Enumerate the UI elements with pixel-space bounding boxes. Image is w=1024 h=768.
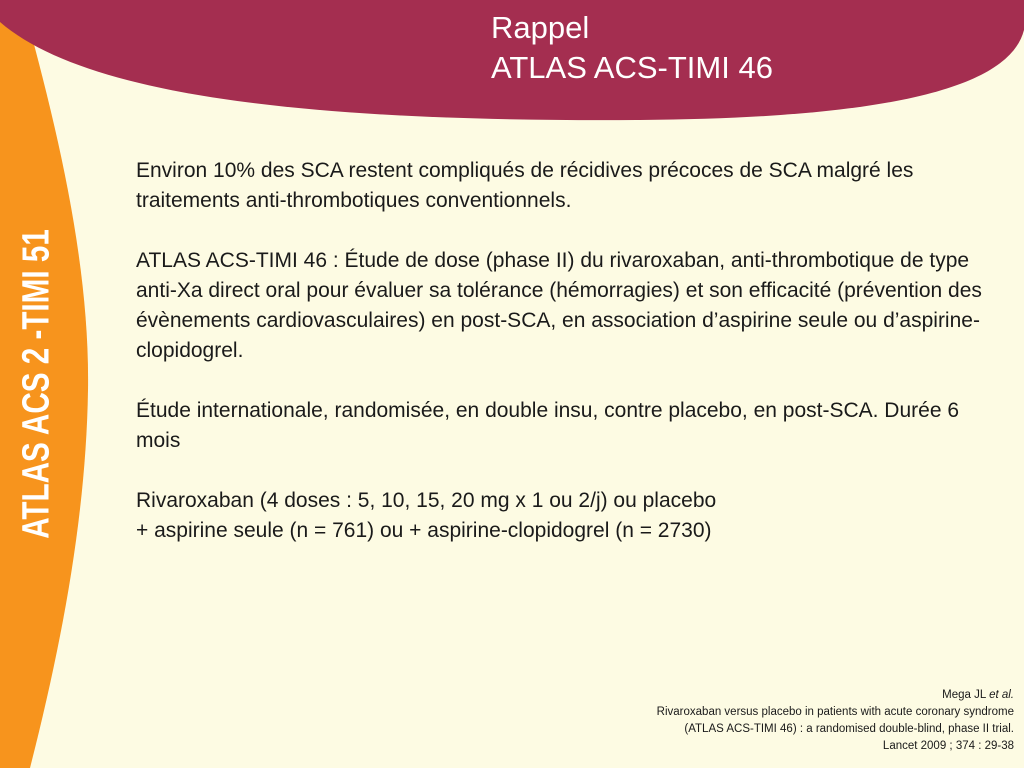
citation-title: Rivaroxaban versus placebo in patients with acute coronary syndrome [656,706,1014,718]
title-line-1: Rappel [491,10,590,45]
reference-citation [657,687,1014,755]
paragraph-study-description: ATLAS ACS-TIMI 46 : Étude de dose (phase II) du rivaroxaban, anti-thrombotique de type anti-Xa direct oral pour évaluer sa tolérance (hémorragies) et son efficacité (prévention des évènements cardiovasculaires) en post-SCA, en association d’aspirine seule ou d’aspirine-clopidogrel. [136,249,982,362]
paragraph-study-design: Étude internationale, randomisée, en double insu, contre placebo, en post-SCA. Durée 6 mois [136,399,960,452]
citation-journal: Lancet 2009 ; 374 : 29-38 [882,740,1014,752]
slide-title [491,8,773,88]
citation-author: Mega JL et al. [942,689,1014,701]
paragraph-treatment-arms: Rivaroxaban (4 doses : 5, 10, 15, 20 mg x 1 ou 2/j) ou placebo + aspirine seule (n = 761) ou + aspirine-clopidogrel (n = 2730) [136,489,717,542]
paragraph-intro: Environ 10% des SCA restent compliqués de récidives précoces de SCA malgré les traitements anti-thrombotiques conventionnels. [136,159,914,212]
title-line-2: ATLAS ACS-TIMI 46 [491,50,773,85]
sidebar-label: ATLAS ACS 2 -TIMI 51 [15,229,58,539]
slide-body [136,156,996,576]
citation-subtitle: (ATLAS ACS-TIMI 46) : a randomised double-blind, phase II trial. [684,723,1014,735]
